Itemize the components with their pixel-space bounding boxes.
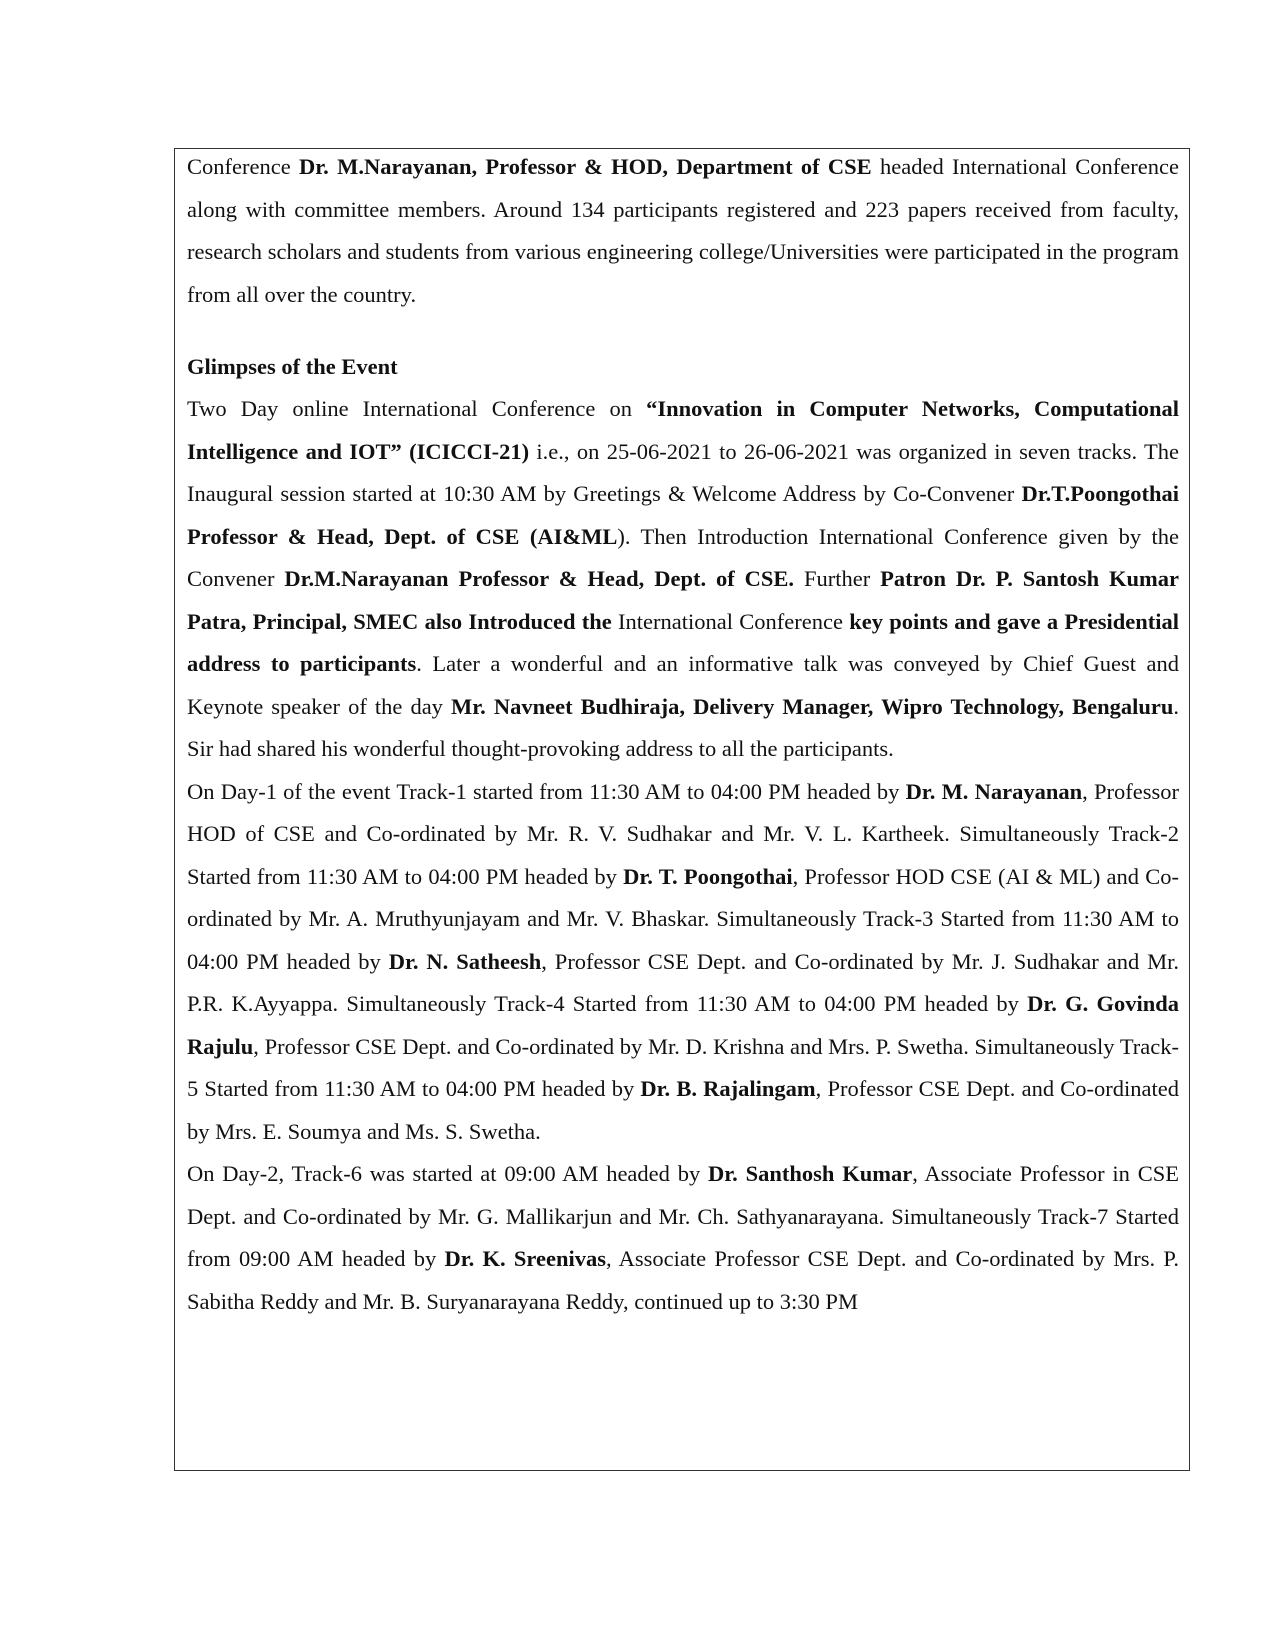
text-segment: International Conference xyxy=(611,608,850,634)
text-segment: , Professor CSE Dept. and Co-ordinated by Mr. D. Krishna and Mrs. P. Swetha. Simultaneously Track-5 Started from 11:30 AM to 04:00 PM headed by xyxy=(187,1033,1179,1101)
bold-text-segment: Dr. M. Narayanan xyxy=(905,778,1083,804)
bold-text-segment: Dr. G. Govinda Rajulu xyxy=(187,991,1179,1059)
day2-paragraph xyxy=(187,1153,1179,1323)
paragraph-gap xyxy=(187,316,1179,346)
text-segment: , Professor HOD CSE (AI & ML) and Co-ordinated by Mr. A. Mruthyunjayam and Mr. V. Bhaskar. Simultaneously Track-3 Started from 11:30 AM to 04:00 PM headed by xyxy=(187,863,1179,974)
bold-text-segment: Dr. M.Narayanan, Professor & HOD, Department of CSE xyxy=(299,154,872,179)
overview-paragraph xyxy=(187,388,1179,771)
text-segment: , Professor HOD of CSE and Co-ordinated by Mr. R. V. Sudhakar and Mr. V. L. Kartheek. Simultaneously Track-2 Started from 11:30 AM to 04:00 PM headed by xyxy=(187,778,1180,889)
bold-text-segment: Dr. N. Satheesh xyxy=(388,948,542,974)
bold-text-segment: “Innovation in Computer Networks, Computational Intelligence and IOT” (ICICCI-21) xyxy=(187,396,1179,464)
text-segment: On Day-1 of the event Track-1 started from 11:30 AM to 04:00 PM headed by xyxy=(187,778,906,804)
bold-text-segment: Dr.T.Poongothai Professor & Head, Dept. of CSE (AI&ML xyxy=(187,481,1179,549)
text-segment: . Later a wonderful and an informative talk was conveyed by Chief Guest and Keynote speaker of the day xyxy=(187,651,1180,719)
text-segment: ). Then Introduction International Conference given by the Convener xyxy=(187,523,1179,591)
section-heading: Glimpses of the Event xyxy=(187,354,398,379)
intro-paragraph xyxy=(187,146,1179,316)
text-segment: , Associate Professor in CSE Dept. and Co-ordinated by Mr. G. Mallikarjun and Mr. Ch. Sathyanarayana. Simultaneously Track-7 Started from 09:00 AM headed by xyxy=(187,1161,1179,1271)
bold-text-segment: Dr. K. Sreenivas xyxy=(444,1246,607,1271)
text-segment: Two Day online International Conference on xyxy=(187,396,647,421)
bold-text-segment: Dr. B. Rajalingam xyxy=(640,1076,816,1101)
document-content-box xyxy=(174,148,1190,1471)
text-segment: , Professor CSE Dept. and Co-ordinated by Mrs. E. Soumya and Ms. S. Swetha. xyxy=(187,1076,1179,1144)
bold-text-segment: key points and gave a Presidential address to participants xyxy=(187,608,1179,676)
bold-text-segment: Dr. T. Poongothai xyxy=(623,863,793,889)
text-segment: Conference xyxy=(187,154,299,179)
text-segment: headed International Conference along with committee members. Around 134 participants registered and 223 papers received from faculty, research scholars and students from various engineering college/Universities were participated in the program from all over the country. xyxy=(187,154,1179,307)
text-segment: i.e., on 25-06-2021 to 26-06-2021 was organized in seven tracks. The Inaugural session started at 10:30 AM by Greetings & Welcome Address by Co-Convener xyxy=(187,438,1179,506)
bold-text-segment: Patron Dr. P. Santosh Kumar Patra, Principal, SMEC also Introduced the xyxy=(187,566,1179,634)
bold-text-segment: Dr. Santhosh Kumar xyxy=(708,1161,913,1186)
text-segment: , Associate Professor CSE Dept. and Co-ordinated by Mrs. P. Sabitha Reddy and Mr. B. Suryanarayana Reddy, continued up to 3:30 PM xyxy=(187,1246,1180,1314)
bold-text-segment: Dr.M.Narayanan Professor & Head, Dept. of CSE. xyxy=(284,566,795,591)
text-segment: Further xyxy=(794,566,881,591)
text-segment: On Day-2, Track-6 was started at 09:00 AM headed by xyxy=(187,1161,708,1186)
text-segment: , Professor CSE Dept. and Co-ordinated by Mr. J. Sudhakar and Mr. P.R. K.Ayyappa. Simultaneously Track-4 Started from 11:30 AM to 04:00 PM headed by xyxy=(187,948,1180,1016)
text-segment: . Sir had shared his wonderful thought-provoking address to all the participants. xyxy=(187,693,1179,761)
day1-paragraph xyxy=(187,771,1179,1154)
bold-text-segment: Mr. Navneet Budhiraja, Delivery Manager, Wipro Technology, Bengaluru xyxy=(451,693,1174,719)
